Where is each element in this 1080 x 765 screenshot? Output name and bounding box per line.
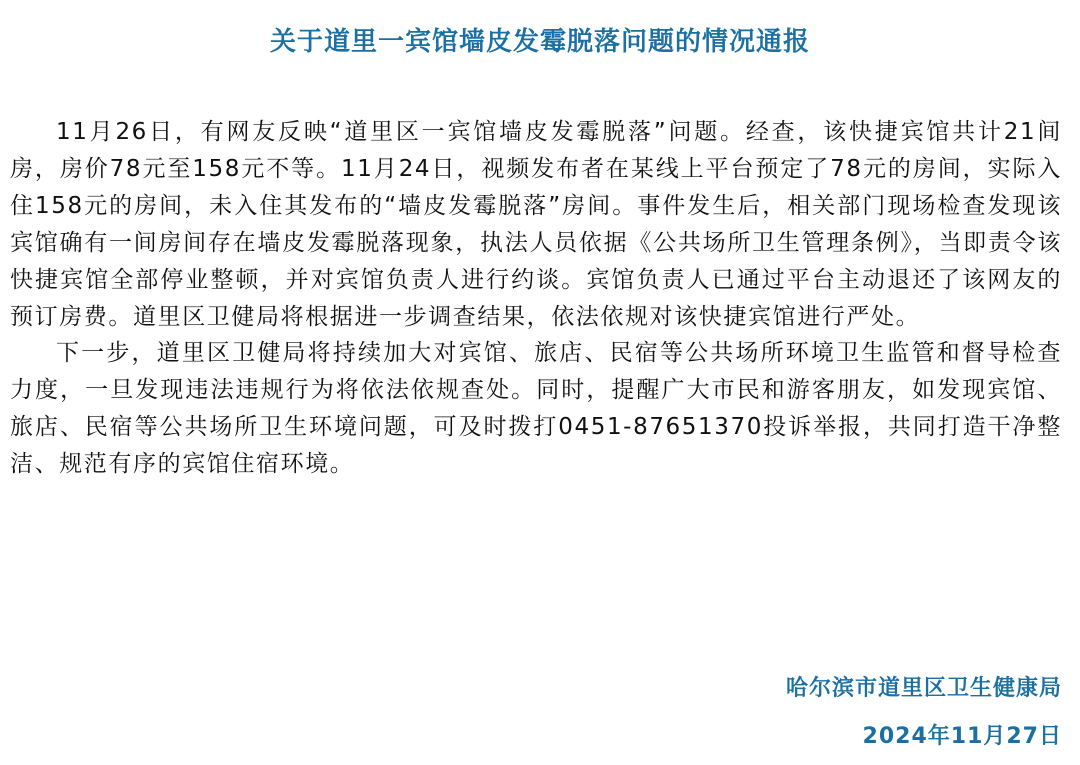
issuer-name: 哈尔滨市道里区卫生健康局 bbox=[785, 676, 1062, 701]
issue-date: 2024年11月27日 bbox=[862, 724, 1062, 749]
paragraph-incident: 11月26日，有网友反映“道里区一宾馆墙皮发霉脱落”问题。经查，该快捷宾馆共计21间房，房价78元至158元不等。11月24日，视频发布者在某线上平台预定了78元的房间，实际入住158元的房间，未入住其发布的“墙皮发霉脱落”房间。事件发生后，相关部门现场检查发现该宾馆确有一间房间存在墙皮发霉脱落现象，执法人员依据《公共场所卫生管理条例》，当即责令该快捷宾馆全部停业整顿，并对宾馆负责人进行约谈。宾馆负责人已通过平台主动退还了该网友的预订房费。道里区卫健局将根据进一步调查结果，依法依规对该快捷宾馆进行严处。 bbox=[10, 119, 1062, 330]
paragraph-next-steps: 下一步，道里区卫健局将持续加大对宾馆、旅店、民宿等公共场所环境卫生监管和督导检查力度，一旦发现违法违规行为将依法依规查处。同时，提醒广大市民和游客朋友，如发现宾馆、旅店、民宿等公共场所卫生环境问题，可及时拨打0451-87651370投诉举报，共同打造干净整洁、规范有序的宾馆住宿环境。 bbox=[10, 340, 1062, 478]
document-title: 关于道里一宾馆墙皮发霉脱落问题的情况通报 bbox=[269, 27, 810, 57]
document-body bbox=[10, 114, 1062, 483]
signature-block bbox=[786, 672, 1062, 754]
